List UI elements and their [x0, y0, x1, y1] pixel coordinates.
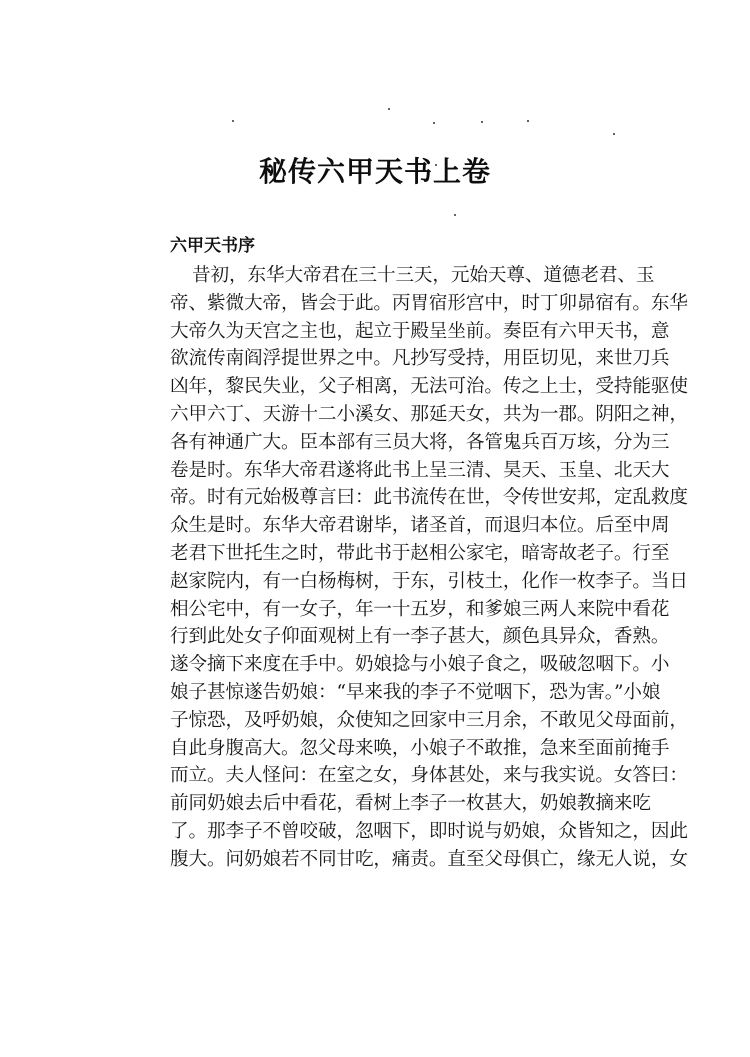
text-line: 老君下世托生之时，带此书于赵相公家宅，暗寄故老子。行至: [170, 542, 670, 564]
text-line: 凶年，黎民失业，父子相离，无法可治。传之上士，受持能驱使: [170, 376, 688, 398]
section-heading: 六甲天书序: [170, 236, 255, 256]
text-line: 欲流传南阎浮提世界之中。凡抄写受持，用臣切见，来世刀兵: [170, 348, 670, 370]
scan-speck: [454, 214, 456, 216]
scan-speck: [433, 122, 435, 124]
text-line: 子惊恐，及呼奶娘，众使知之回家中三月余，不敢见父母面前，: [170, 709, 688, 731]
text-line: 帝。时有元始极尊言曰：此书流传在世，令传世安邦，定乱救度: [170, 487, 688, 509]
scan-speck: [388, 108, 390, 110]
scan-speck: [527, 120, 529, 122]
scan-speck: [613, 133, 615, 135]
text-line: 赵家院内，有一白杨梅树，于东，引枝土，化作一枚李子。当日: [170, 570, 688, 592]
text-line: 腹大。问奶娘若不同甘吃，痛责。直至父母俱亡，缘无人说，女: [170, 848, 688, 870]
text-line: 而立。夫人怪问：在室之女，身体甚处，来与我实说。女答曰：: [170, 765, 688, 787]
body-text: [170, 262, 688, 874]
text-line: 行到此处女子仰面观树上有一李子甚大，颜色具异众，香熟。: [170, 626, 670, 648]
page-title: 秘传六甲天书上卷: [258, 155, 491, 188]
scan-speck: [481, 121, 483, 123]
text-line: 前同奶娘去后中看花，看树上李子一枚甚大，奶娘教摘来吃: [170, 793, 651, 815]
text-line: 六甲六丁、天游十二小溪女、那延天女，共为一郡。阴阳之神，: [170, 403, 688, 425]
text-line: 遂令摘下来度在手中。奶娘捻与小娘子食之，吸破忽咽下。小: [170, 654, 670, 676]
scan-speck: [232, 120, 234, 122]
text-line: 自此身腹高大。忽父母来唤，小娘子不敢推，急来至面前掩手: [170, 737, 670, 759]
text-line: 帝、紫微大帝，皆会于此。丙胃宿形宫中，时丁卯昴宿有。东华: [170, 292, 688, 314]
text-line: 大帝久为天宫之主也，起立于殿呈坐前。奏臣有六甲天书，意: [170, 320, 670, 342]
text-line: 各有神通广大。臣本部有三员大将，各管鬼兵百万垓，分为三: [170, 431, 670, 453]
text-line: 了。那李子不曾咬破，忽咽下，即时说与奶娘，众皆知之，因此: [170, 820, 688, 842]
text-line: 众生是时。东华大帝君谢毕，诸圣首，而退归本位。后至中周: [170, 515, 670, 537]
text-line: 昔初，东华大帝君在三十三天，元始天尊、道德老君、玉: [192, 265, 655, 286]
text-line: 相公宅中，有一女子，年一十五岁，和爹娘三两人来院中看花: [170, 598, 670, 620]
text-line: 卷是时。东华大帝君遂将此书上呈三清、昊天、玉皇、北天大: [170, 459, 670, 481]
text-line: 娘子甚惊遂告奶娘：“早来我的李子不觉咽下，恐为害。”小娘: [170, 681, 661, 703]
